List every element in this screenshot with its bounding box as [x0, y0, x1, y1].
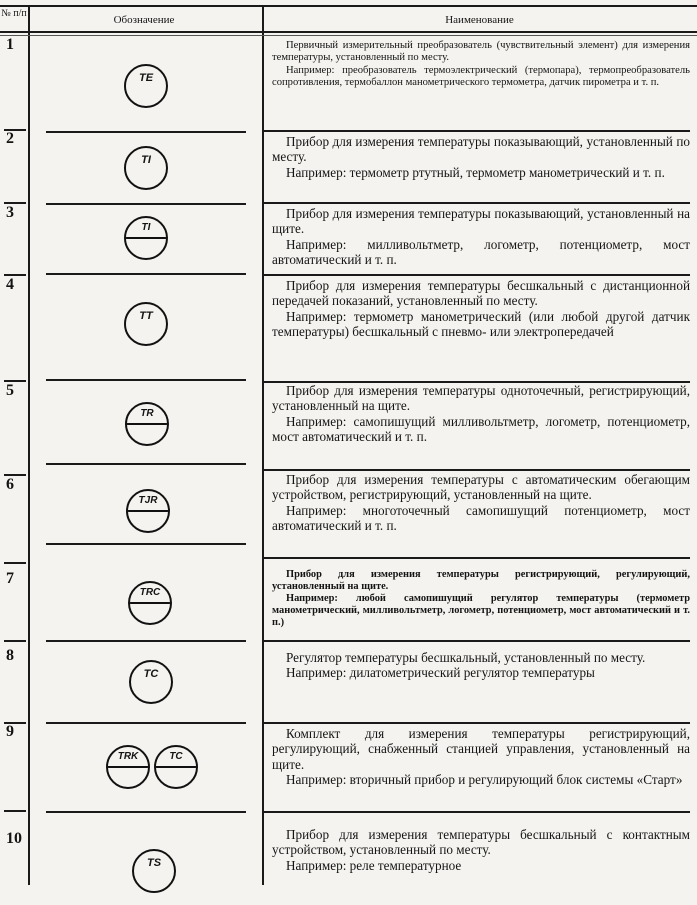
- panel-divider-line: [156, 766, 196, 768]
- symbol-trc: [128, 581, 172, 625]
- header-separator-thin: [0, 35, 697, 36]
- symbol-trk: [106, 745, 150, 789]
- panel-divider-line: [108, 766, 148, 768]
- description: [272, 726, 690, 787]
- header-symbol: Обозначение: [113, 14, 175, 26]
- row-number: 3: [6, 204, 14, 221]
- row-divider: [46, 722, 246, 724]
- table-top-border: [0, 5, 697, 7]
- panel-divider-line: [130, 602, 170, 604]
- symbol-label: TI: [141, 154, 151, 166]
- row-divider: [264, 640, 690, 642]
- panel-divider-line: [128, 510, 168, 512]
- row-number: 1: [6, 36, 14, 53]
- row-divider: [4, 640, 26, 642]
- row-divider: [264, 722, 690, 724]
- description-example: Например: многоточечный самопишущий потенциометр, мост автоматический и т. п.: [272, 502, 690, 533]
- panel-divider-line: [126, 237, 166, 239]
- row-divider: [264, 469, 690, 471]
- description-example: Например: реле температурное: [286, 857, 462, 873]
- header-separator: [0, 31, 697, 33]
- description-example: Например: термометр ртутный, термометр манометрический и т. п.: [286, 164, 665, 180]
- row-number: 9: [6, 723, 14, 740]
- row-number: 5: [6, 382, 14, 399]
- row-divider: [46, 640, 246, 642]
- symbol-ts: [132, 849, 176, 893]
- row-divider: [46, 203, 246, 205]
- description-main: Прибор для измерения температуры с автоматическим обегающим устройством, регистрирующий, установленный на щите.: [272, 472, 690, 503]
- row-divider: [4, 810, 26, 812]
- description-main: Прибор для измерения температуры одноточечный, регистрирующий, установленный на щите.: [272, 383, 690, 414]
- description: [272, 278, 690, 339]
- description: [272, 650, 690, 681]
- symbol-ti: [124, 146, 168, 190]
- symbol-label: TRC: [139, 587, 161, 598]
- symbol-ti-panel: [124, 216, 168, 260]
- description-main: Прибор для измерения температуры бесшкальный с дистанционной передачей показаний, установленный по месту.: [272, 278, 690, 309]
- symbol-label: TI: [141, 222, 151, 233]
- symbol-label: TC: [169, 751, 183, 762]
- row-divider: [46, 379, 246, 381]
- row-divider: [264, 557, 690, 559]
- row-number: 10: [6, 830, 22, 847]
- description: [272, 472, 690, 533]
- description: [272, 383, 690, 444]
- row-divider: [46, 543, 246, 545]
- description-main: Прибор для измерения температуры показывающий, установленный по месту.: [272, 134, 690, 165]
- description: [272, 827, 690, 873]
- description-example: Например: любой самопишущий регулятор температуры (термометр манометрический, милливольтметр, логометр, потенциометр, мост автоматический и т. п.): [272, 593, 690, 628]
- symbol-tt: [124, 302, 168, 346]
- symbol-label: TRK: [117, 751, 139, 762]
- description-example: Например: милливольтметр, логометр, потенциометр, мост автоматический и т. п.: [272, 236, 690, 267]
- row-number: 8: [6, 647, 14, 664]
- header-number: № п/п: [1, 8, 27, 19]
- description-main: Прибор для измерения температуры показывающий, установленный на щите.: [272, 206, 690, 237]
- row-divider: [46, 463, 246, 465]
- description-main: Прибор для измерения температуры регистрирующий, регулирующий, установленный на щите.: [272, 569, 690, 592]
- row-divider: [264, 274, 690, 276]
- row-divider: [46, 131, 246, 133]
- symbol-label: TC: [143, 668, 159, 680]
- row-divider: [46, 811, 246, 813]
- column-divider-left: [28, 5, 30, 885]
- row-number: 4: [6, 276, 14, 293]
- description-example: Например: преобразователь термоэлектрический (термопара), термопреобразователь сопротивления, термобаллон манометрического термометра, датчик пирометра и т. п.: [272, 64, 690, 89]
- description-example: Например: дилатометрический регулятор температуры: [286, 665, 595, 681]
- description-main: Регулятор температуры бесшкальный, установленный по месту.: [286, 650, 646, 665]
- symbol-tjr: [126, 489, 170, 533]
- row-divider: [46, 273, 246, 275]
- description-main: Комплект для измерения температуры регистрирующий, регулирующий, снабженный станцией управления, установленный на щите.: [272, 726, 690, 772]
- header-name: Наименование: [445, 14, 514, 26]
- row-number: 2: [6, 130, 14, 147]
- row-number: 6: [6, 476, 14, 493]
- description: [272, 206, 690, 267]
- symbol-te: [124, 64, 168, 108]
- description-main: Прибор для измерения температуры бесшкальный с контактным устройством, установленный по месту.: [272, 827, 690, 858]
- description-main: Первичный измерительный преобразователь (чувствительный элемент) для измерения температуры, установленный по месту.: [272, 40, 690, 64]
- symbol-label: TE: [138, 72, 154, 84]
- description: [272, 569, 690, 629]
- description: [272, 134, 690, 180]
- symbol-tr: [125, 402, 169, 446]
- description-example: Например: термометр манометрический (или любой другой датчик температуры) бесшкальный с пневмо- или электропередачей: [272, 308, 690, 339]
- symbol-label: TT: [139, 310, 153, 322]
- symbol-label: TJR: [138, 495, 158, 506]
- symbol-tc: [129, 660, 173, 704]
- row-divider: [264, 202, 690, 204]
- symbol-label: TS: [146, 857, 162, 869]
- description-example: Например: вторичный прибор и регулирующий блок системы «Старт»: [286, 771, 683, 787]
- panel-divider-line: [127, 423, 167, 425]
- row-number: 7: [6, 570, 14, 587]
- description: [272, 40, 690, 90]
- row-divider: [4, 562, 26, 564]
- description-example: Например: самопишущий милливольтметр, логометр, потенциометр, мост автоматический и т. п.: [272, 413, 690, 444]
- column-divider-right: [262, 5, 264, 885]
- row-divider: [264, 811, 690, 813]
- row-divider: [264, 130, 690, 132]
- symbol-tc-panel: [154, 745, 198, 789]
- symbol-label: TR: [140, 408, 154, 419]
